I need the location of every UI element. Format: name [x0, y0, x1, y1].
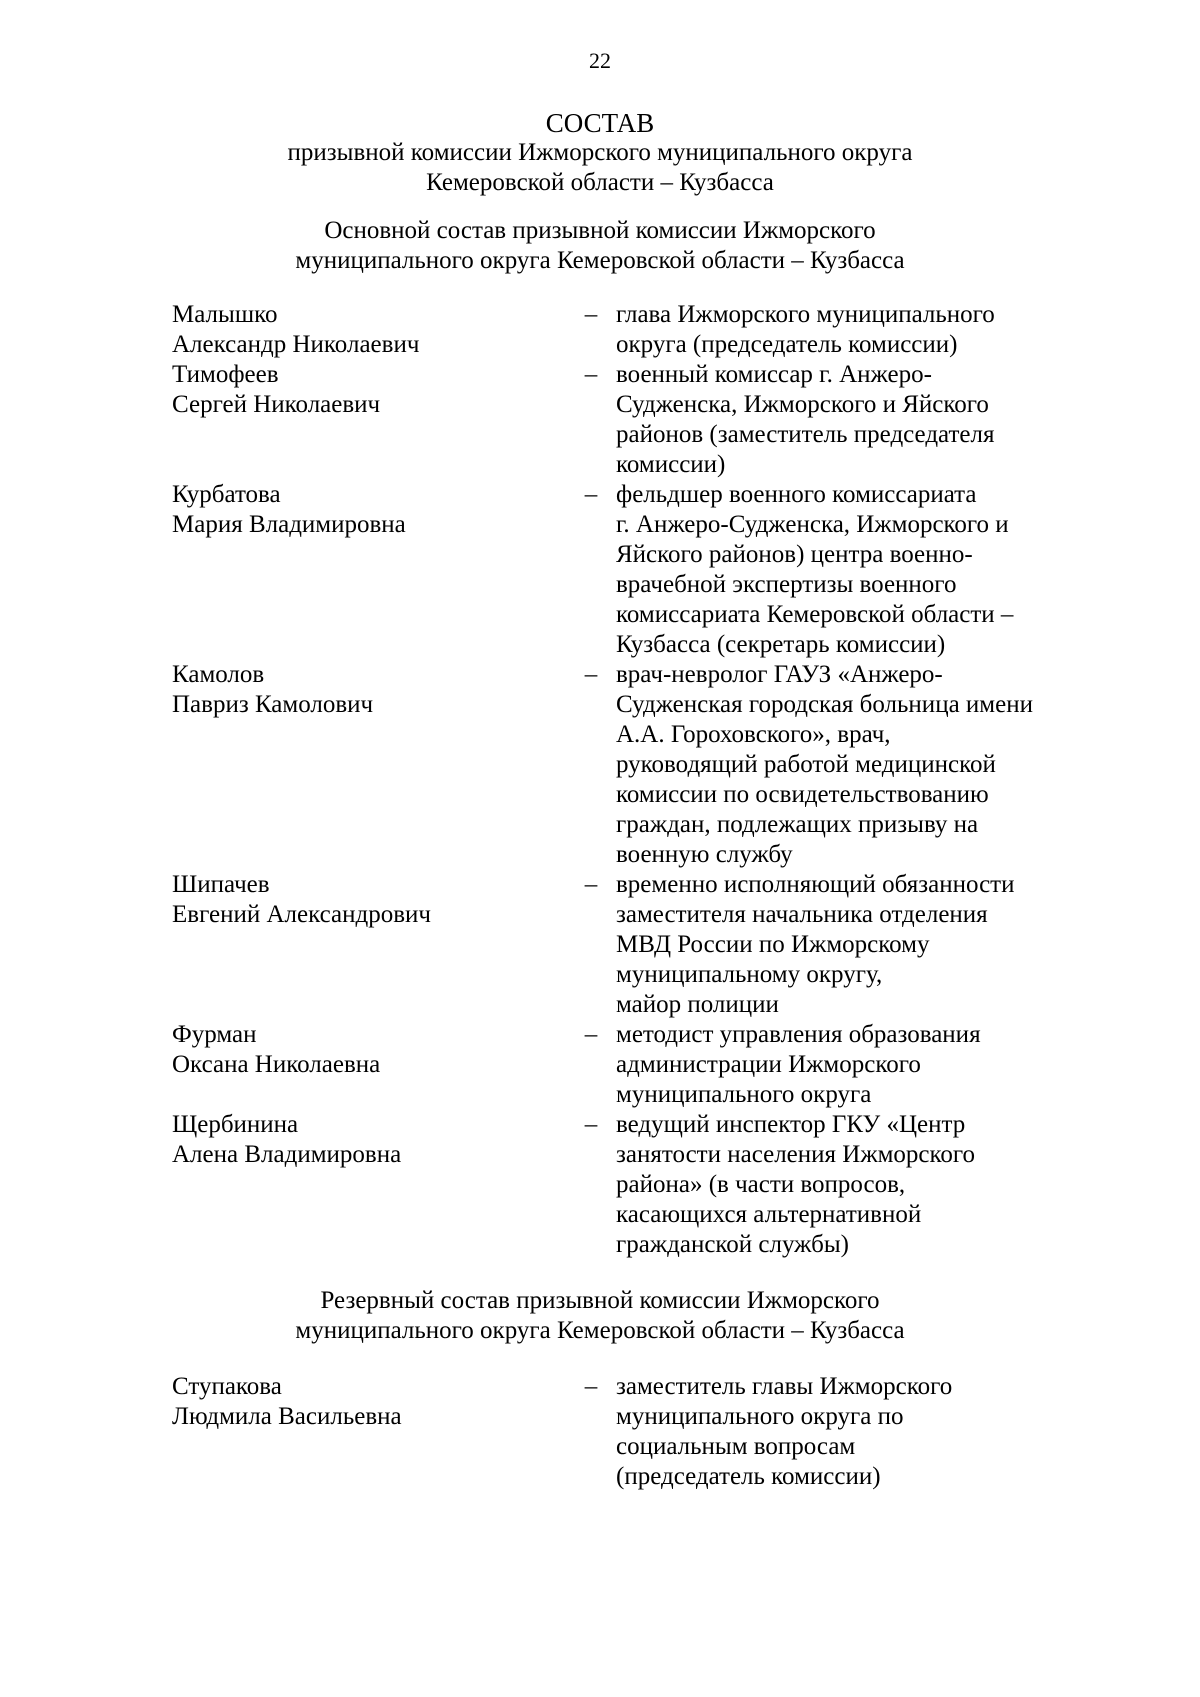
member-role-line: военный комиссар г. Анжеро-	[616, 361, 932, 388]
member-name-line: Курбатова	[172, 481, 281, 508]
member-name-line: Тимофеев	[172, 361, 279, 388]
member-role	[616, 870, 1096, 1020]
member-role	[616, 1020, 1096, 1110]
member-role-line: фельдшер военного комиссариата	[616, 481, 977, 508]
member-name-line: Евгений Александрович	[172, 901, 431, 928]
member-dash: –	[584, 661, 598, 688]
member-role-line: А.А. Гороховского», врач,	[616, 721, 891, 748]
reserve-section-heading-line: муниципального округа Кемеровской области – Кузбасса	[295, 1317, 905, 1344]
member-row	[172, 660, 1132, 870]
member-role-line: Судженска, Ижморского и Яйского	[616, 391, 989, 418]
member-name	[172, 360, 572, 420]
member-role-line: ведущий инспектор ГКУ «Центр	[616, 1111, 966, 1138]
member-dash: –	[584, 361, 598, 388]
main-section-heading-line: муниципального округа Кемеровской области – Кузбасса	[295, 247, 905, 274]
member-role-line: заместителя начальника отделения	[616, 901, 988, 928]
member-role-line: округа (председатель комиссии)	[616, 331, 958, 358]
member-name	[172, 1020, 572, 1080]
main-section-heading	[0, 216, 1200, 276]
member-role-line: занятости населения Ижморского	[616, 1141, 976, 1168]
member-role-line: Судженская городская больница имени	[616, 691, 1033, 718]
member-role-line: врач-невролог ГАУЗ «Анжеро-	[616, 661, 943, 688]
member-role-line: глава Ижморского муниципального	[616, 301, 995, 328]
member-role-line: руководящий работой медицинской	[616, 751, 996, 778]
member-name-line: Камолов	[172, 661, 265, 688]
document-title-block	[0, 108, 1200, 198]
member-dash: –	[584, 1373, 598, 1400]
member-name	[172, 1372, 572, 1432]
member-name	[172, 870, 572, 930]
member-dash: –	[584, 871, 598, 898]
member-role	[616, 1372, 1096, 1492]
member-name-line: Павриз Камолович	[172, 691, 374, 718]
member-name-line: Алена Владимировна	[172, 1141, 402, 1168]
member-role-line: майор полиции	[616, 991, 779, 1018]
main-members-list	[172, 300, 1132, 1260]
member-role-line: врачебной экспертизы военного	[616, 571, 957, 598]
member-role-line: социальным вопросам	[616, 1433, 856, 1460]
member-role-line: комиссии)	[616, 451, 726, 478]
member-name-line: Оксана Николаевна	[172, 1051, 381, 1078]
member-name-line: Ступакова	[172, 1373, 282, 1400]
member-row	[172, 1110, 1132, 1260]
member-row	[172, 1372, 1132, 1492]
reserve-section-heading	[0, 1286, 1200, 1346]
document-subtitle-line: Кемеровской области – Кузбасса	[426, 169, 774, 196]
member-role-line: методист управления образования	[616, 1021, 981, 1048]
member-role-line: муниципального округа	[616, 1081, 872, 1108]
member-role	[616, 300, 1096, 360]
page-number: 22	[589, 48, 611, 73]
member-name-line: Малышко	[172, 301, 278, 328]
member-role-line: районов (заместитель председателя	[616, 421, 995, 448]
member-row	[172, 1020, 1132, 1110]
member-row	[172, 870, 1132, 1020]
member-name-line: Фурман	[172, 1021, 257, 1048]
member-row	[172, 360, 1132, 480]
member-role-line: заместитель главы Ижморского	[616, 1373, 953, 1400]
member-role	[616, 480, 1096, 660]
member-row	[172, 300, 1132, 360]
member-role-line: касающихся альтернативной	[616, 1201, 922, 1228]
member-name-line: Шипачев	[172, 871, 270, 898]
member-role-line: граждан, подлежащих призыву на	[616, 811, 979, 838]
member-role	[616, 660, 1096, 870]
reserve-section-heading-line: Резервный состав призывной комиссии Ижморского	[320, 1287, 880, 1314]
member-name	[172, 300, 572, 360]
member-role-line: МВД России по Ижморскому	[616, 931, 930, 958]
member-role-line: временно исполняющий обязанности	[616, 871, 1015, 898]
document-subtitle-line: призывной комиссии Ижморского муниципального округа	[287, 139, 913, 166]
member-dash: –	[584, 301, 598, 328]
member-role-line: военную службу	[616, 841, 793, 868]
member-role-line: администрации Ижморского	[616, 1051, 921, 1078]
member-row	[172, 480, 1132, 660]
member-role	[616, 1110, 1096, 1260]
member-name-line: Мария Владимировна	[172, 511, 406, 538]
member-role-line: комиссариата Кемеровской области –	[616, 601, 1014, 628]
member-role-line: муниципальному округу,	[616, 961, 883, 988]
member-role-line: муниципального округа по	[616, 1403, 904, 1430]
member-role-line: комиссии по освидетельствованию	[616, 781, 989, 808]
reserve-members-list	[172, 1372, 1132, 1492]
member-name	[172, 660, 572, 720]
member-role	[616, 360, 1096, 480]
member-role-line: района» (в части вопросов,	[616, 1171, 906, 1198]
member-dash: –	[584, 1021, 598, 1048]
member-dash: –	[584, 1111, 598, 1138]
member-name-line: Александр Николаевич	[172, 331, 420, 358]
member-role-line: г. Анжеро-Судженска, Ижморского и	[616, 511, 1009, 538]
member-role-line: Яйского районов) центра военно-	[616, 541, 973, 568]
member-name-line: Людмила Васильевна	[172, 1403, 402, 1430]
member-name	[172, 1110, 572, 1170]
member-name-line: Сергей Николаевич	[172, 391, 381, 418]
member-name-line: Щербинина	[172, 1111, 299, 1138]
member-role-line: (председатель комиссии)	[616, 1463, 881, 1490]
member-dash: –	[584, 481, 598, 508]
member-role-line: Кузбасса (секретарь комиссии)	[616, 631, 946, 658]
main-section-heading-line: Основной состав призывной комиссии Ижморского	[324, 217, 876, 244]
member-name	[172, 480, 572, 540]
document-title: СОСТАВ	[545, 108, 655, 138]
member-role-line: гражданской службы)	[616, 1231, 849, 1258]
